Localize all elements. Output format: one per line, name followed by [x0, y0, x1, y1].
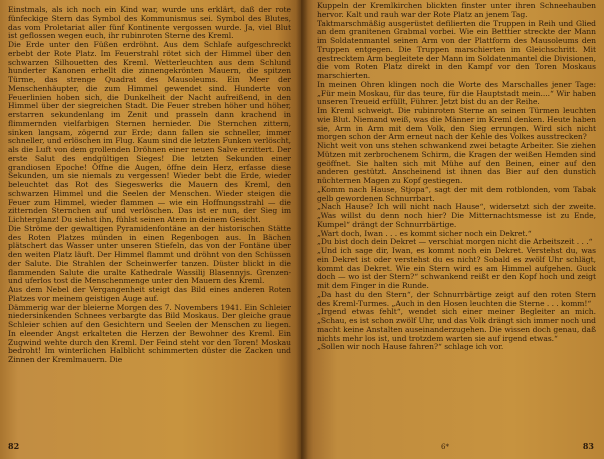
paragraph: Die Ströme der gewaltigen Pyramidenfontäne an der historischen Stätte des Roten Platzes münden in einen Regenbogen aus. In Bächen plätschert das Wasser unter unseren Stiefeln, das von der Fontäne über den weiten Platz läuft. Der Himmel flammt und dröhnt von den Schüssen der Salute. Die Strahlen der Scheinwerfer tanzen. Düster blickt in die flammenden Salute die uralte Kathedrale Wassilij Blasennyjs. Grenzen- und uferlos tost die Menschenmenge unter den Mauern des Kreml.: [8, 223, 291, 286]
paragraph: Im Kreml schweigt. Die rubinroten Sterne an seinen Türmen leuchten wie Blut. Niemand weiß, was die Männer im Kreml denken. Heute haben sie, Arm in Arm mit dem Volk, den Sieg errungen. Wird sich nicht morgen schon der Arm erneut nach der Kehle des Volkes ausstrecken?: [317, 106, 596, 142]
paragraph: Aus dem Nebel der Vergangenheit steigt das Bild eines anderen Roten Platzes vor meinem geistigen Auge auf.: [8, 285, 291, 303]
left-page-text: [8, 6, 291, 365]
paragraph: „Du bist doch dein Dekret — verschiat morgen nicht die Arbeitszeit . . .“: [317, 237, 593, 247]
paragraph: Dämmerig war der bleierne Morgen des 7. Novembers 1941. Ein Schleier niedersinkenden Schnees verbargte das Bild Moskaus. Der gleiche graue Schleier schien auf den Gesichtern und Seelen der Menschen zu liegen. In eleender Angst erkalteten die Herzen der Bewohner des Kreml. Ein Zugwind wehte durch den Kreml. Der Feind steht vor den Toren! Moskau bedroht! Im winterlichen Halblicht schimmerten düster die Zacken und Zinnen der Kremlmauern. Die: [8, 302, 291, 364]
paragraph: Die Erde unter den Füßen erdröhnt. Aus dem Schlafe aufgeschreckt erbebt der Rote Platz. Im Feuerstrahl rötet sich der Himmel über den schwarzen Silhouetten des Kreml. Wetterleuchten aus dem Schlund hunderter Kanonen erhellt die zinnengekrönten Mauern, die spitzen Türme, das strenge Quadrat des Mausoleums. Ein Meer der Menschenhäupter, die zum Himmel gewendet sind. Hunderte von Feuerlinien hoben sich, die Dunkelheit der Nacht aufreißend, in den Himmel über der siegreichen Stadt. Die Feuer streben höher und höher, erstarren sekundenlang im Zenit und prasseln dann krachend in flimmernden vielfarbigen Sternen hernieder. Die Sternchen zittern, sinken langsam, zögernd zur Erde; dann fallen sie schneller, immer schneller, und erlöschen im Flug. Kaum sind die letzten Funken verlöscht, als die Luft von dem grollenden Dröhnen einer neuen Salve erzittert. Der erste Salut des endgültigen Sieges! Die letzten Sekunden einer grandiosen Epoche! Öffne die Augen, öffne dein Herz, erfasse diese Sekunden, um sie niemals zu vergessen! Wieder bebt die Erde, wieder beleuchtet das Rot des Siegeswerks die Mauern des Kreml, den schwarzen Himmel und die Seelen der Menschen. Wieder steigen die Feuer zum Himmel, wieder flammen — wie ein Hoffnungsstrahl — die zitternden Sternchen auf und verlöschen. Das ist er nun, der Sieg im Lichterglanz! Du siehst ihn, fühlst seinen Atem in deinem Gesicht.: [8, 40, 291, 224]
paragraph: Taktmarschmäßig ausgerüstet defilierten die Truppen in Reih und Glied an dem granitenen Grabmal vorbei. Wie ein Betttier streckte der Mann im Soldatenmantel seinen Arm von der Plattform des Mausoleums den Truppen entgegen. Die Truppen marschierten im Gleichschritt. Mit gestrecktem Arm begleitete der Mann im Soldatenmantel die Divisionen, die vom Roten Platz direkt in den Kampf vor den Toren Moskaus marschierten.: [317, 18, 596, 80]
page-number-left: 82: [8, 441, 20, 451]
book-gutter: [296, 0, 308, 459]
paragraph: „Wart doch, Iwan . . . es kommt sicher noch ein Dekret.“: [317, 228, 532, 238]
paragraph: „Und ich sage dir, Iwan, es kommt noch ein Dekret. Verstehst du, was ein Dekret ist oder verstehst du es nicht? Sobald es zwölf Uhr schlägt, kommt das Dekret. Wie ein Stern wird es am Himmel aufgehen. Guck doch — wo ist der Stern?“ schwankend reißt er den Kopf hoch und zeigt mit dem Finger in die Runde.: [317, 246, 596, 290]
signature-mark: 6*: [441, 443, 449, 451]
paragraph: „Komm nach Hause, Stjopa“, sagt der mit dem rotblonden, vom Tabak gelb gewordenen Schnurrbart.: [317, 184, 596, 203]
right-page-text: [317, 2, 596, 352]
paragraph: „Da hast du den Stern“, der Schnurrbärtige zeigt auf den roten Stern des Kreml-Turmes. „Auch in den Hosen leuchten die Sterne . . . komm!“: [317, 289, 596, 308]
right-page: [301, 0, 604, 459]
paragraph: In meinen Ohren klingen noch die Worte des Marschalles jener Tage: „Für mein Moskau, für das teure, für die Hauptstadt mein....“ Wir haben unseren Treueid erfüllt, Führer. Jetzt bist du an der Reihe.: [317, 79, 596, 107]
paragraph: „Nach Hause? Ich will nicht nach Hause“, widersetzt sich der zweite. „Was willst du denn noch hier? Die Mitternachtsmesse ist zu Ende, Kumpel“ drängt der Schnurrbärtige.: [317, 202, 596, 229]
paragraph: „Irgend etwas fehlt“, wendet sich einer meiner Begleiter an mich. „Schau, es ist schon zwölf Uhr, und das Volk drängt sich immer noch und macht keine Anstalten auseinanderzugehen. Die wissen doch genau, daß nichts mehr los ist, und trotzdem warten sie auf irgend etwas.“: [317, 307, 596, 343]
page-number-right: 83: [582, 441, 594, 451]
paragraph: Einstmals, als ich noch ein Kind war, wurde uns erklärt, daß der rote fünfeckige Stern das Symbol des Kommunismus sei. Symbol des Blutes, das vom Proletariat aller fünf Kontinente vergossen wurde. Ja, viel Blut ist geflossen wegen euch, ihr rubinroten Sterne des Kreml.: [8, 5, 291, 41]
left-page: [0, 0, 301, 459]
paragraph: Nicht weit von uns stehen schwankend zwei betagte Arbeiter. Sie ziehen Mützen mit zerbrochenem Schirm, die Kragen der weißen Hemden sind geöffnet. Sie halten sich mit Mühe auf den Beinen, einer auf den anderen gestützt. Anscheinend ist ihnen das Bier auf den dunstich nüchternen Magen zu Kopf gestiegen.: [317, 141, 596, 185]
paragraph: „Sollen wir noch Hause fahren?“ schlage ich vor.: [317, 342, 504, 352]
paragraph: Kuppeln der Kremlkirchen blickten finster unter ihren Schneehauben hervor. Kalt und rauh war der Rote Platz an jenem Tag.: [317, 1, 596, 19]
